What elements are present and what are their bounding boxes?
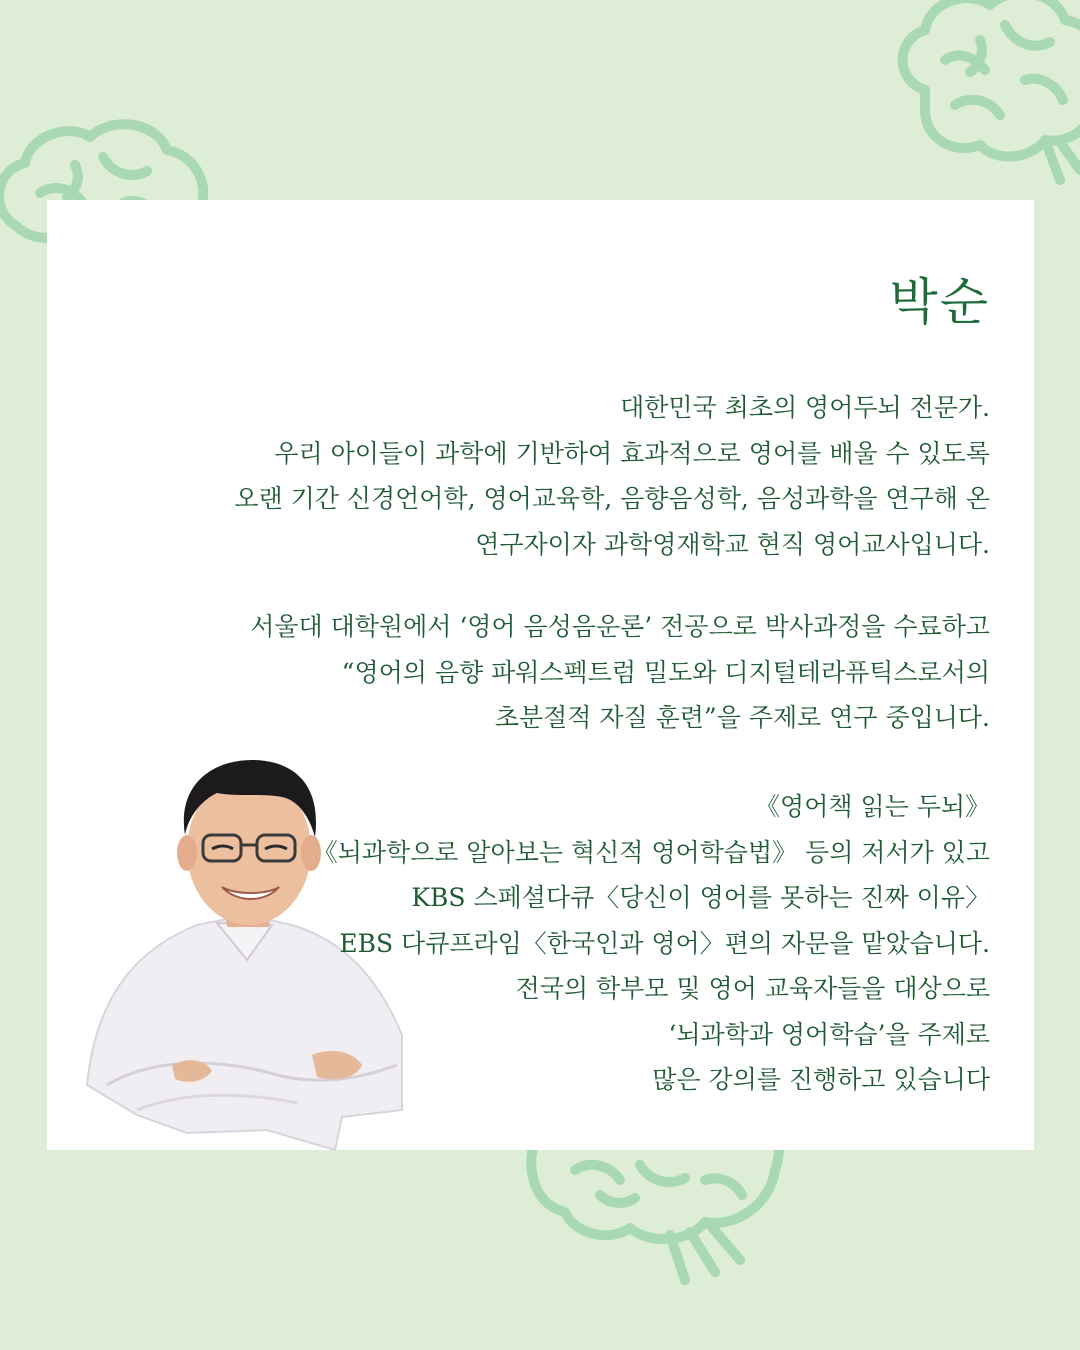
works-line: 전국의 학부모 및 영어 교육자들을 대상으로	[515, 974, 990, 1003]
research-line: 초분절적 자질 훈련”을 주제로 연구 중입니다.	[494, 703, 990, 732]
research-line: 서울대 대학원에서 ‘영어 음성음운론’ 전공으로 박사과정을 수료하고	[250, 612, 990, 641]
research-line: “영어의 음향 파워스펙트럼 밀도와 디지털테라퓨틱스로서의	[341, 657, 990, 687]
brain-icon	[520, 1150, 800, 1350]
research-paragraph	[250, 604, 990, 741]
works-line: 《뇌과학으로 알아보는 혁신적 영어학습법》 등의 저서가 있고	[312, 837, 990, 867]
works-line: ‘뇌과학과 영어학습’을 주제로	[668, 1019, 990, 1049]
works-paragraph	[313, 784, 990, 1103]
works-line: EBS 다큐프라임〈한국인과 영어〉편의 자문을 맡았습니다.	[339, 928, 990, 958]
intro-line: 오랜 기간 신경언어학, 영어교육학, 음향음성학, 음성과학을 연구해 온	[234, 484, 990, 513]
works-line: 《영어책 읽는 두뇌》	[755, 792, 990, 821]
author-name: 박순	[889, 273, 990, 331]
intro-paragraph	[234, 385, 990, 567]
intro-line: 연구자이자 과학영재학교 현직 영어교사입니다.	[475, 529, 990, 559]
brain-icon	[885, 0, 1080, 190]
works-line: KBS 스페셜다큐〈당신이 영어를 못하는 진짜 이유〉	[411, 883, 990, 912]
intro-line: 우리 아이들이 과학에 기반하여 효과적으로 영어를 배울 수 있도록	[274, 438, 990, 468]
intro-line: 대한민국 최초의 영어두뇌 전문가.	[620, 393, 990, 422]
profile-card	[47, 200, 1034, 1150]
works-line: 많은 강의를 진행하고 있습니다	[652, 1065, 990, 1094]
